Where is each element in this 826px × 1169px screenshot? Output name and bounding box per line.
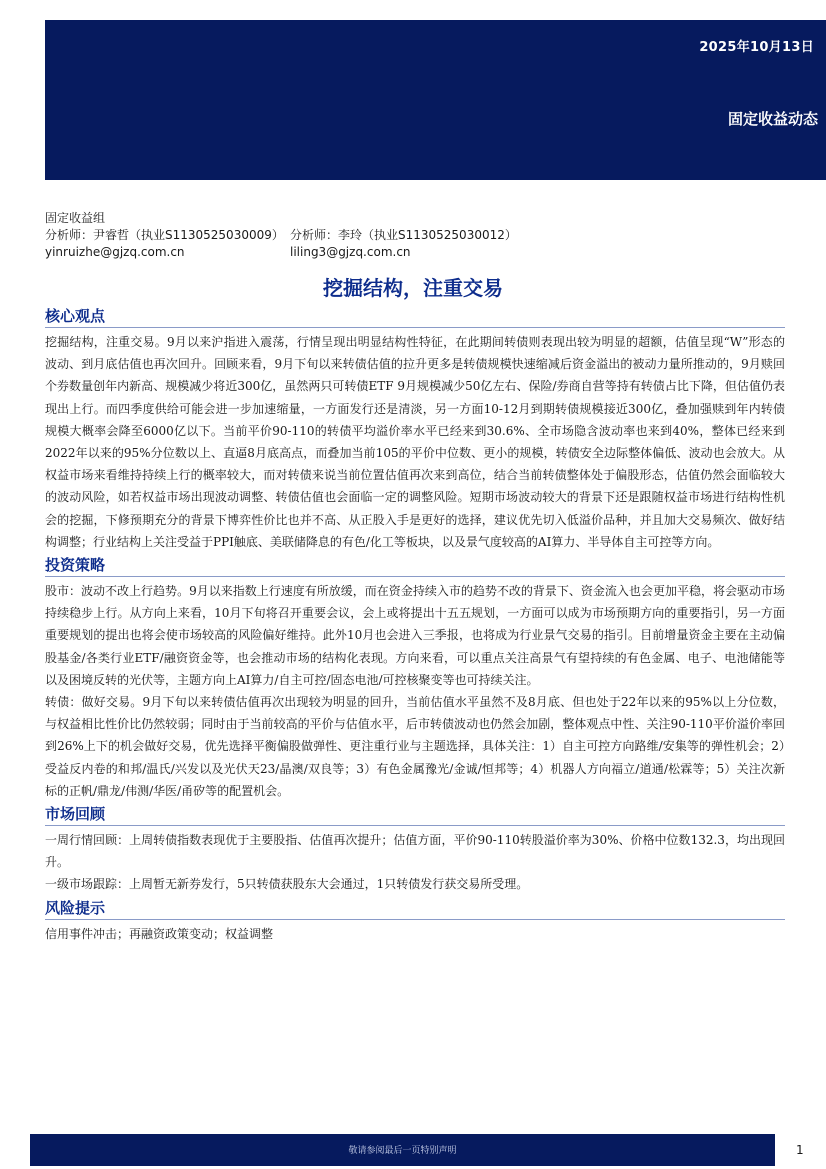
author-block: [45, 210, 805, 261]
page-number: 1: [796, 1143, 804, 1157]
section-strategy: [45, 555, 785, 802]
email-row: [45, 244, 805, 261]
report-body: [45, 306, 785, 945]
report-date: 2025年10月13日: [699, 40, 814, 55]
section-risk: [45, 898, 785, 945]
footer-band: [30, 1134, 775, 1166]
research-group: 固定收益组: [45, 211, 106, 225]
analyst-1: 分析师：尹睿哲（执业S1130525030009）: [45, 228, 284, 242]
section-heading: 市场回顾: [45, 804, 785, 826]
header-band: [45, 20, 826, 180]
section-paragraph: 信用事件冲击；再融资政策变动；权益调整: [45, 926, 274, 941]
report-category: 固定收益动态: [727, 110, 818, 128]
section-heading: 投资策略: [45, 555, 785, 577]
section-market-review: [45, 804, 785, 896]
email-1[interactable]: yinruizhe@gjzq.com.cn: [45, 245, 185, 259]
section-paragraph: 一级市场跟踪：上周暂无新券发行，5只转债获股东大会通过，1只转债发行获交易所受理。: [45, 877, 529, 892]
section-heading: 核心观点: [45, 306, 785, 328]
section-paragraph: 一周行情回顾：上周转债指数表现优于主要股指、估值再次提升；估值方面，平价90-110转股溢价率为30%、价格中位数132.3，均出现回升。: [45, 833, 785, 870]
section-paragraph: 挖掘结构，注重交易。9月以来沪指进入震荡，行情呈现出明显结构性特征，在此期间转债则表现出较为明显的超额，估值呈现“W”形态的波动、到月底估值也再次回升。回顾来看，9月下旬以来转债估值的拉升更多是转债规模快速缩减后资金溢出的被动力量所推动的，9月赎回个券数量创年内新高、规模减少将近300亿，虽然两只可转债ETF 9月规模减少50亿左右、保险/券商自营等持有转债占比下降，但估值仍表现出上行。而四季度供给可能会进一步加速缩量，一方面发行还是清淡，另一方面10-12月到期转债规模接近300亿，叠加强赎到年内转债规模大概率会降至6000亿以下。当前平价90-110的转债平均溢价率水平已经来到30.6%、全市场隐含波动率也来到40%，整体已经来到2022年以来的95%分位数以上、直逼8月底高点，而叠加当前105的平价中位数、更小的规模，转债安全边际整体偏低、波动也会放大。从权益市场来看维持持续上行的概率较大，而对转债来说当前位置估值再次来到高位，结合当前转债整体处于偏股形态，估值仍然会面临较大的波动风险，如若权益市场出现波动调整、转债估值也会面临一定的调整风险。短期市场波动较大的背景下还是跟随权益市场进行结构性机会的挖掘，下修预期充分的背景下博弈性价比也并不高、从正股入手是更好的选择，建议优先切入低溢价品种，并且加大交易频次、做好结构调整；行业结构上关注受益于PPI触底、美联储降息的有色/化工等板块，以及景气度较高的AI算力、半导体自主可控等方向。: [45, 335, 785, 549]
section-core-views: [45, 306, 785, 553]
section-paragraph: 股市：波动不改上行趋势。9月以来指数上行速度有所放缓，而在资金持续入市的趋势不改的背景下、资金流入也会更加平稳，将会驱动市场持续稳步上行。从方向上来看，10月下旬将召开重要会议，会上或将提出十五五规划，一方面可以成为市场预期方向的重要指引，另一方面重要规划的提出也将会使市场较高的风险偏好维持。此外10月也会进入三季报，也将成为行业景气交易的指引。目前增量资金主要在主动偏股基金/各类行业ETF/融资资金等，也会推动市场的结构化表现。方向来看，可以重点关注高景气有望持续的有色金属、电子、电池储能等以及困境反转的光伏等，主题方向上AI算力/自主可控/固态电池/可控核聚变等也可持续关注。: [45, 584, 785, 687]
disclaimer-note: 敬请参阅最后一页特别声明: [348, 1146, 457, 1156]
group-row: [45, 210, 805, 227]
section-heading: 风险提示: [45, 898, 785, 920]
analyst-2: 分析师：李玲（执业S1130525030012）: [290, 228, 517, 242]
section-paragraph: 转债：做好交易。9月下旬以来转债估值再次出现较为明显的回升，当前估值水平虽然不及8月底、但也处于22年以来的95%以上分位数，与权益相比性价比仍然较弱；同时由于当前较高的平价与估值水平，后市转债波动也仍然会加剧，整体观点中性、关注90-110平价溢价率回到26%上下的机会做好交易，优先选择平衡偏股做弹性、更注重行业与主题选择，具体关注：1）自主可控方向路维/安集等的弹性机会；2）受益反内卷的和邦/温氏/兴发以及光伏天23/晶澳/双良等；3）有色金属豫光/金诚/恒邦等；4）机器人方向福立/道通/松霖等；5）关注次新标的正帆/鼎龙/伟测/华医/甬矽等的配置机会。: [45, 695, 785, 798]
analyst-row: [45, 227, 805, 244]
email-2[interactable]: liling3@gjzq.com.cn: [290, 245, 411, 259]
report-title: 挖掘结构，注重交易: [323, 276, 503, 300]
